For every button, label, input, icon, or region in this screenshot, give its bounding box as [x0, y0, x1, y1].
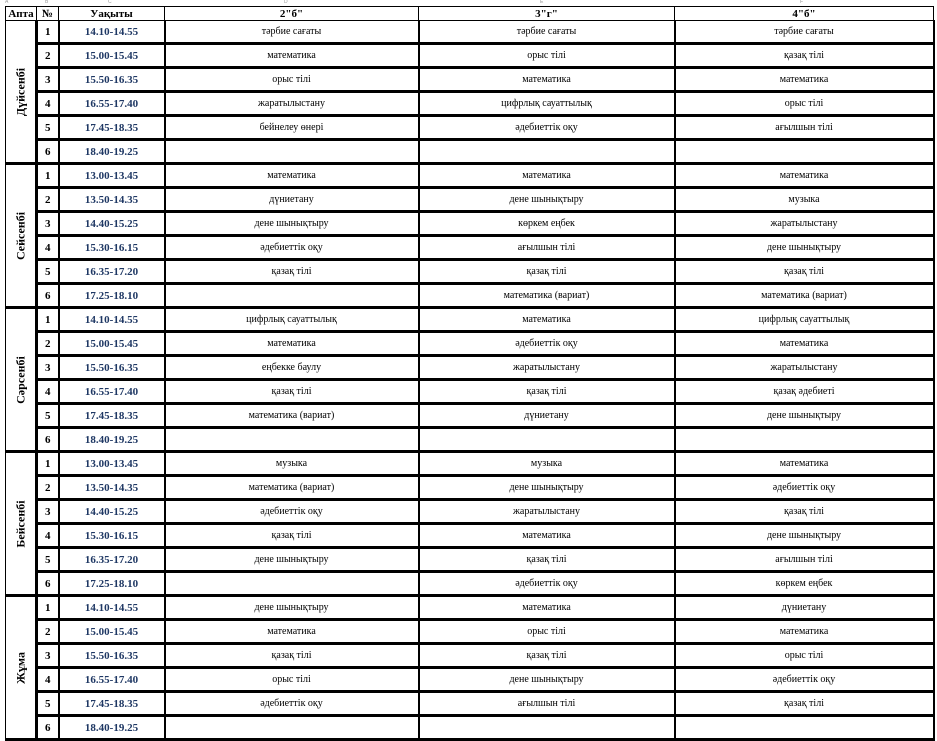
- subject-cell-3g[interactable]: [419, 140, 675, 164]
- subject-cell-4b[interactable]: математика (вариат): [675, 284, 934, 308]
- subject-cell-3g[interactable]: әдебиеттік оқу: [419, 572, 675, 596]
- subject-cell-4b[interactable]: математика: [675, 164, 934, 188]
- column-letter: D: [284, 0, 288, 5]
- subject-cell-3g[interactable]: дене шынықтыру: [419, 188, 675, 212]
- lesson-time-cell[interactable]: 15.50-16.35: [59, 356, 165, 380]
- lesson-number-cell[interactable]: 5: [37, 548, 59, 572]
- lesson-number-cell[interactable]: 5: [37, 260, 59, 284]
- lesson-time-cell[interactable]: 15.30-16.15: [59, 524, 165, 548]
- lesson-time-cell[interactable]: 15.00-15.45: [59, 620, 165, 644]
- lesson-number-cell[interactable]: 6: [37, 284, 59, 308]
- lesson-number-cell[interactable]: 1: [37, 308, 59, 332]
- lesson-row: [6, 68, 934, 92]
- lesson-row: [6, 140, 934, 164]
- lesson-number-cell[interactable]: 1: [37, 164, 59, 188]
- subject-cell-4b[interactable]: дене шынықтыру: [675, 404, 934, 428]
- day-label: Сәрсенбі: [13, 355, 27, 404]
- subject-cell-2b[interactable]: математика: [165, 164, 419, 188]
- subject-cell-4b[interactable]: орыс тілі: [675, 644, 934, 668]
- subject-cell-4b[interactable]: математика: [675, 620, 934, 644]
- subject-cell-2b[interactable]: қазақ тілі: [165, 260, 419, 284]
- schedule-table: [5, 6, 935, 741]
- subject-cell-4b[interactable]: көркем еңбек: [675, 572, 934, 596]
- subject-cell-4b[interactable]: тәрбие сағаты: [675, 21, 934, 44]
- lesson-number-cell[interactable]: 4: [37, 668, 59, 692]
- day-cell[interactable]: [6, 452, 37, 596]
- subject-cell-3g[interactable]: жаратылыстану: [419, 500, 675, 524]
- lesson-row: [6, 92, 934, 116]
- subject-cell-4b[interactable]: цифрлық сауаттылық: [675, 308, 934, 332]
- lesson-time-cell[interactable]: 17.45-18.35: [59, 116, 165, 140]
- subject-cell-4b[interactable]: [675, 428, 934, 452]
- subject-cell-3g[interactable]: математика: [419, 596, 675, 620]
- lesson-number-cell[interactable]: 6: [37, 716, 59, 740]
- lesson-row: [6, 524, 934, 548]
- lesson-row: [6, 164, 934, 188]
- subject-cell-3g[interactable]: орыс тілі: [419, 620, 675, 644]
- subject-cell-4b[interactable]: математика: [675, 68, 934, 92]
- subject-cell-2b[interactable]: әдебиеттік оқу: [165, 500, 419, 524]
- subject-cell-3g[interactable]: қазақ тілі: [419, 380, 675, 404]
- subject-cell-3g[interactable]: [419, 428, 675, 452]
- day-cell[interactable]: [6, 308, 37, 452]
- header-class-2b[interactable]: 2"б": [165, 7, 419, 21]
- lesson-number-cell[interactable]: 1: [37, 452, 59, 476]
- subject-cell-2b[interactable]: қазақ тілі: [165, 524, 419, 548]
- lesson-row: [6, 21, 934, 44]
- subject-cell-3g[interactable]: математика: [419, 164, 675, 188]
- subject-cell-2b[interactable]: математика: [165, 620, 419, 644]
- lesson-number-cell[interactable]: 1: [37, 21, 59, 44]
- subject-cell-2b[interactable]: тәрбие сағаты: [165, 21, 419, 44]
- lesson-number-cell[interactable]: 2: [37, 44, 59, 68]
- day-cell[interactable]: [6, 21, 37, 164]
- subject-cell-4b[interactable]: орыс тілі: [675, 92, 934, 116]
- subject-cell-2b[interactable]: дене шынықтыру: [165, 212, 419, 236]
- lesson-row: [6, 116, 934, 140]
- lesson-number-cell[interactable]: 2: [37, 476, 59, 500]
- subject-cell-3g[interactable]: орыс тілі: [419, 44, 675, 68]
- lesson-row: [6, 284, 934, 308]
- subject-cell-4b[interactable]: математика: [675, 452, 934, 476]
- subject-cell-4b[interactable]: қазақ тілі: [675, 260, 934, 284]
- subject-cell-3g[interactable]: цифрлық сауаттылық: [419, 92, 675, 116]
- subject-cell-3g[interactable]: ағылшын тілі: [419, 692, 675, 716]
- subject-cell-2b[interactable]: [165, 716, 419, 740]
- subject-cell-3g[interactable]: көркем еңбек: [419, 212, 675, 236]
- subject-cell-3g[interactable]: қазақ тілі: [419, 644, 675, 668]
- subject-cell-4b[interactable]: [675, 716, 934, 740]
- lesson-time-cell[interactable]: 14.40-15.25: [59, 500, 165, 524]
- subject-cell-3g[interactable]: қазақ тілі: [419, 260, 675, 284]
- subject-cell-3g[interactable]: дене шынықтыру: [419, 668, 675, 692]
- lesson-row: [6, 620, 934, 644]
- lesson-row: [6, 44, 934, 68]
- lesson-time-cell[interactable]: 16.55-17.40: [59, 92, 165, 116]
- subject-cell-2b[interactable]: дене шынықтыру: [165, 548, 419, 572]
- subject-cell-2b[interactable]: әдебиеттік оқу: [165, 692, 419, 716]
- lesson-row: [6, 476, 934, 500]
- lesson-row: [6, 596, 934, 620]
- subject-cell-3g[interactable]: музыка: [419, 452, 675, 476]
- subject-cell-3g[interactable]: [419, 716, 675, 740]
- lesson-time-cell[interactable]: 13.50-14.35: [59, 188, 165, 212]
- lesson-time-cell[interactable]: 16.35-17.20: [59, 548, 165, 572]
- subject-cell-2b[interactable]: бейнелеу өнері: [165, 116, 419, 140]
- subject-cell-4b[interactable]: математика: [675, 332, 934, 356]
- subject-cell-4b[interactable]: ағылшын тілі: [675, 116, 934, 140]
- column-letter: F: [800, 0, 804, 5]
- day-label: Бейсенбі: [13, 499, 27, 548]
- lesson-row: [6, 332, 934, 356]
- subject-cell-2b[interactable]: [165, 428, 419, 452]
- lesson-number-cell[interactable]: 3: [37, 644, 59, 668]
- lesson-row: [6, 404, 934, 428]
- lesson-time-cell[interactable]: 15.50-16.35: [59, 644, 165, 668]
- subject-cell-4b[interactable]: қазақ тілі: [675, 44, 934, 68]
- lesson-time-cell[interactable]: 15.00-15.45: [59, 44, 165, 68]
- header-time[interactable]: Уақыты: [59, 7, 165, 21]
- lesson-number-cell[interactable]: 2: [37, 188, 59, 212]
- subject-cell-4b[interactable]: әдебиеттік оқу: [675, 476, 934, 500]
- subject-cell-2b[interactable]: орыс тілі: [165, 668, 419, 692]
- subject-cell-3g[interactable]: қазақ тілі: [419, 548, 675, 572]
- lesson-time-cell[interactable]: 14.10-14.55: [59, 21, 165, 44]
- lesson-row: [6, 308, 934, 332]
- lesson-time-cell[interactable]: 16.55-17.40: [59, 380, 165, 404]
- day-label: Сейсенбі: [13, 211, 27, 260]
- subject-cell-2b[interactable]: математика (вариат): [165, 476, 419, 500]
- lesson-number-cell[interactable]: 3: [37, 68, 59, 92]
- subject-cell-3g[interactable]: әдебиеттік оқу: [419, 332, 675, 356]
- header-class-3g[interactable]: 3"г": [419, 7, 675, 21]
- lesson-number-cell[interactable]: 5: [37, 116, 59, 140]
- lesson-time-cell[interactable]: 15.50-16.35: [59, 68, 165, 92]
- lesson-number-cell[interactable]: 1: [37, 596, 59, 620]
- subject-cell-4b[interactable]: жаратылыстану: [675, 356, 934, 380]
- lesson-time-cell[interactable]: 18.40-19.25: [59, 428, 165, 452]
- subject-cell-2b[interactable]: математика: [165, 44, 419, 68]
- lesson-number-cell[interactable]: 6: [37, 572, 59, 596]
- subject-cell-2b[interactable]: музыка: [165, 452, 419, 476]
- subject-cell-3g[interactable]: дүниетану: [419, 404, 675, 428]
- lesson-number-cell[interactable]: 2: [37, 620, 59, 644]
- column-letter: A: [5, 0, 9, 5]
- subject-cell-3g[interactable]: математика: [419, 308, 675, 332]
- subject-cell-4b[interactable]: музыка: [675, 188, 934, 212]
- lesson-number-cell[interactable]: 5: [37, 692, 59, 716]
- lesson-number-cell[interactable]: 6: [37, 140, 59, 164]
- lesson-row: [6, 356, 934, 380]
- subject-cell-4b[interactable]: дене шынықтыру: [675, 524, 934, 548]
- subject-cell-2b[interactable]: дене шынықтыру: [165, 596, 419, 620]
- lesson-row: [6, 260, 934, 284]
- lesson-time-cell[interactable]: 14.10-14.55: [59, 596, 165, 620]
- subject-cell-4b[interactable]: [675, 140, 934, 164]
- subject-cell-3g[interactable]: әдебиеттік оқу: [419, 116, 675, 140]
- day-label: Дүйсенбі: [13, 67, 27, 116]
- day-label: Жұма: [13, 651, 27, 684]
- lesson-row: [6, 380, 934, 404]
- column-letter: E: [540, 0, 544, 5]
- subject-cell-3g[interactable]: математика (вариат): [419, 284, 675, 308]
- subject-cell-2b[interactable]: [165, 140, 419, 164]
- subject-cell-3g[interactable]: жаратылыстану: [419, 356, 675, 380]
- subject-cell-4b[interactable]: ағылшын тілі: [675, 548, 934, 572]
- column-letter: C: [108, 0, 112, 5]
- lesson-row: [6, 188, 934, 212]
- lesson-time-cell[interactable]: 18.40-19.25: [59, 716, 165, 740]
- lesson-row: [6, 644, 934, 668]
- lesson-time-cell[interactable]: 13.00-13.45: [59, 164, 165, 188]
- lesson-time-cell[interactable]: 17.25-18.10: [59, 284, 165, 308]
- subject-cell-4b[interactable]: жаратылыстану: [675, 212, 934, 236]
- lesson-row: [6, 212, 934, 236]
- subject-cell-4b[interactable]: қазақ әдебиеті: [675, 380, 934, 404]
- lesson-row: [6, 572, 934, 596]
- subject-cell-2b[interactable]: цифрлық сауаттылық: [165, 308, 419, 332]
- lesson-number-cell[interactable]: 3: [37, 356, 59, 380]
- subject-cell-2b[interactable]: дүниетану: [165, 188, 419, 212]
- lesson-row: [6, 716, 934, 740]
- lesson-number-cell[interactable]: 3: [37, 212, 59, 236]
- subject-cell-3g[interactable]: математика: [419, 524, 675, 548]
- header-row: [6, 7, 934, 21]
- lesson-row: [6, 236, 934, 260]
- subject-cell-4b[interactable]: дене шынықтыру: [675, 236, 934, 260]
- lesson-number-cell[interactable]: 4: [37, 236, 59, 260]
- subject-cell-3g[interactable]: математика: [419, 68, 675, 92]
- lesson-row: [6, 692, 934, 716]
- lesson-time-cell[interactable]: 16.35-17.20: [59, 260, 165, 284]
- lesson-row: [6, 668, 934, 692]
- lesson-time-cell[interactable]: 13.50-14.35: [59, 476, 165, 500]
- subject-cell-3g[interactable]: дене шынықтыру: [419, 476, 675, 500]
- subject-cell-4b[interactable]: қазақ тілі: [675, 692, 934, 716]
- lesson-number-cell[interactable]: 6: [37, 428, 59, 452]
- subject-cell-2b[interactable]: [165, 284, 419, 308]
- subject-cell-2b[interactable]: [165, 572, 419, 596]
- lesson-row: [6, 428, 934, 452]
- day-cell[interactable]: [6, 596, 37, 740]
- lesson-number-cell[interactable]: 3: [37, 500, 59, 524]
- lesson-time-cell[interactable]: 17.45-18.35: [59, 404, 165, 428]
- lesson-time-cell[interactable]: 14.40-15.25: [59, 212, 165, 236]
- column-letter: B: [45, 0, 49, 5]
- lesson-row: [6, 548, 934, 572]
- subject-cell-2b[interactable]: әдебиеттік оқу: [165, 236, 419, 260]
- subject-cell-2b[interactable]: еңбекке баулу: [165, 356, 419, 380]
- subject-cell-2b[interactable]: математика (вариат): [165, 404, 419, 428]
- header-week[interactable]: Апта: [6, 7, 37, 21]
- lesson-time-cell[interactable]: 16.55-17.40: [59, 668, 165, 692]
- header-class-4b[interactable]: 4"б": [675, 7, 934, 21]
- subject-cell-4b[interactable]: дүниетану: [675, 596, 934, 620]
- subject-cell-2b[interactable]: орыс тілі: [165, 68, 419, 92]
- lesson-time-cell[interactable]: 15.00-15.45: [59, 332, 165, 356]
- lesson-row: [6, 500, 934, 524]
- lesson-time-cell[interactable]: 13.00-13.45: [59, 452, 165, 476]
- subject-cell-2b[interactable]: қазақ тілі: [165, 644, 419, 668]
- lesson-time-cell[interactable]: 15.30-16.15: [59, 236, 165, 260]
- day-cell[interactable]: [6, 164, 37, 308]
- subject-cell-2b[interactable]: жаратылыстану: [165, 92, 419, 116]
- subject-cell-3g[interactable]: ағылшын тілі: [419, 236, 675, 260]
- lesson-time-cell[interactable]: 18.40-19.25: [59, 140, 165, 164]
- lesson-time-cell[interactable]: 17.25-18.10: [59, 572, 165, 596]
- subject-cell-4b[interactable]: әдебиеттік оқу: [675, 668, 934, 692]
- lesson-row: [6, 452, 934, 476]
- lesson-number-cell[interactable]: 5: [37, 404, 59, 428]
- lesson-time-cell[interactable]: 14.10-14.55: [59, 308, 165, 332]
- lesson-number-cell[interactable]: 4: [37, 380, 59, 404]
- header-number[interactable]: №: [37, 7, 59, 21]
- lesson-number-cell[interactable]: 4: [37, 524, 59, 548]
- subject-cell-4b[interactable]: қазақ тілі: [675, 500, 934, 524]
- subject-cell-2b[interactable]: математика: [165, 332, 419, 356]
- lesson-time-cell[interactable]: 17.45-18.35: [59, 692, 165, 716]
- subject-cell-3g[interactable]: тәрбие сағаты: [419, 21, 675, 44]
- lesson-number-cell[interactable]: 4: [37, 92, 59, 116]
- subject-cell-2b[interactable]: қазақ тілі: [165, 380, 419, 404]
- lesson-number-cell[interactable]: 2: [37, 332, 59, 356]
